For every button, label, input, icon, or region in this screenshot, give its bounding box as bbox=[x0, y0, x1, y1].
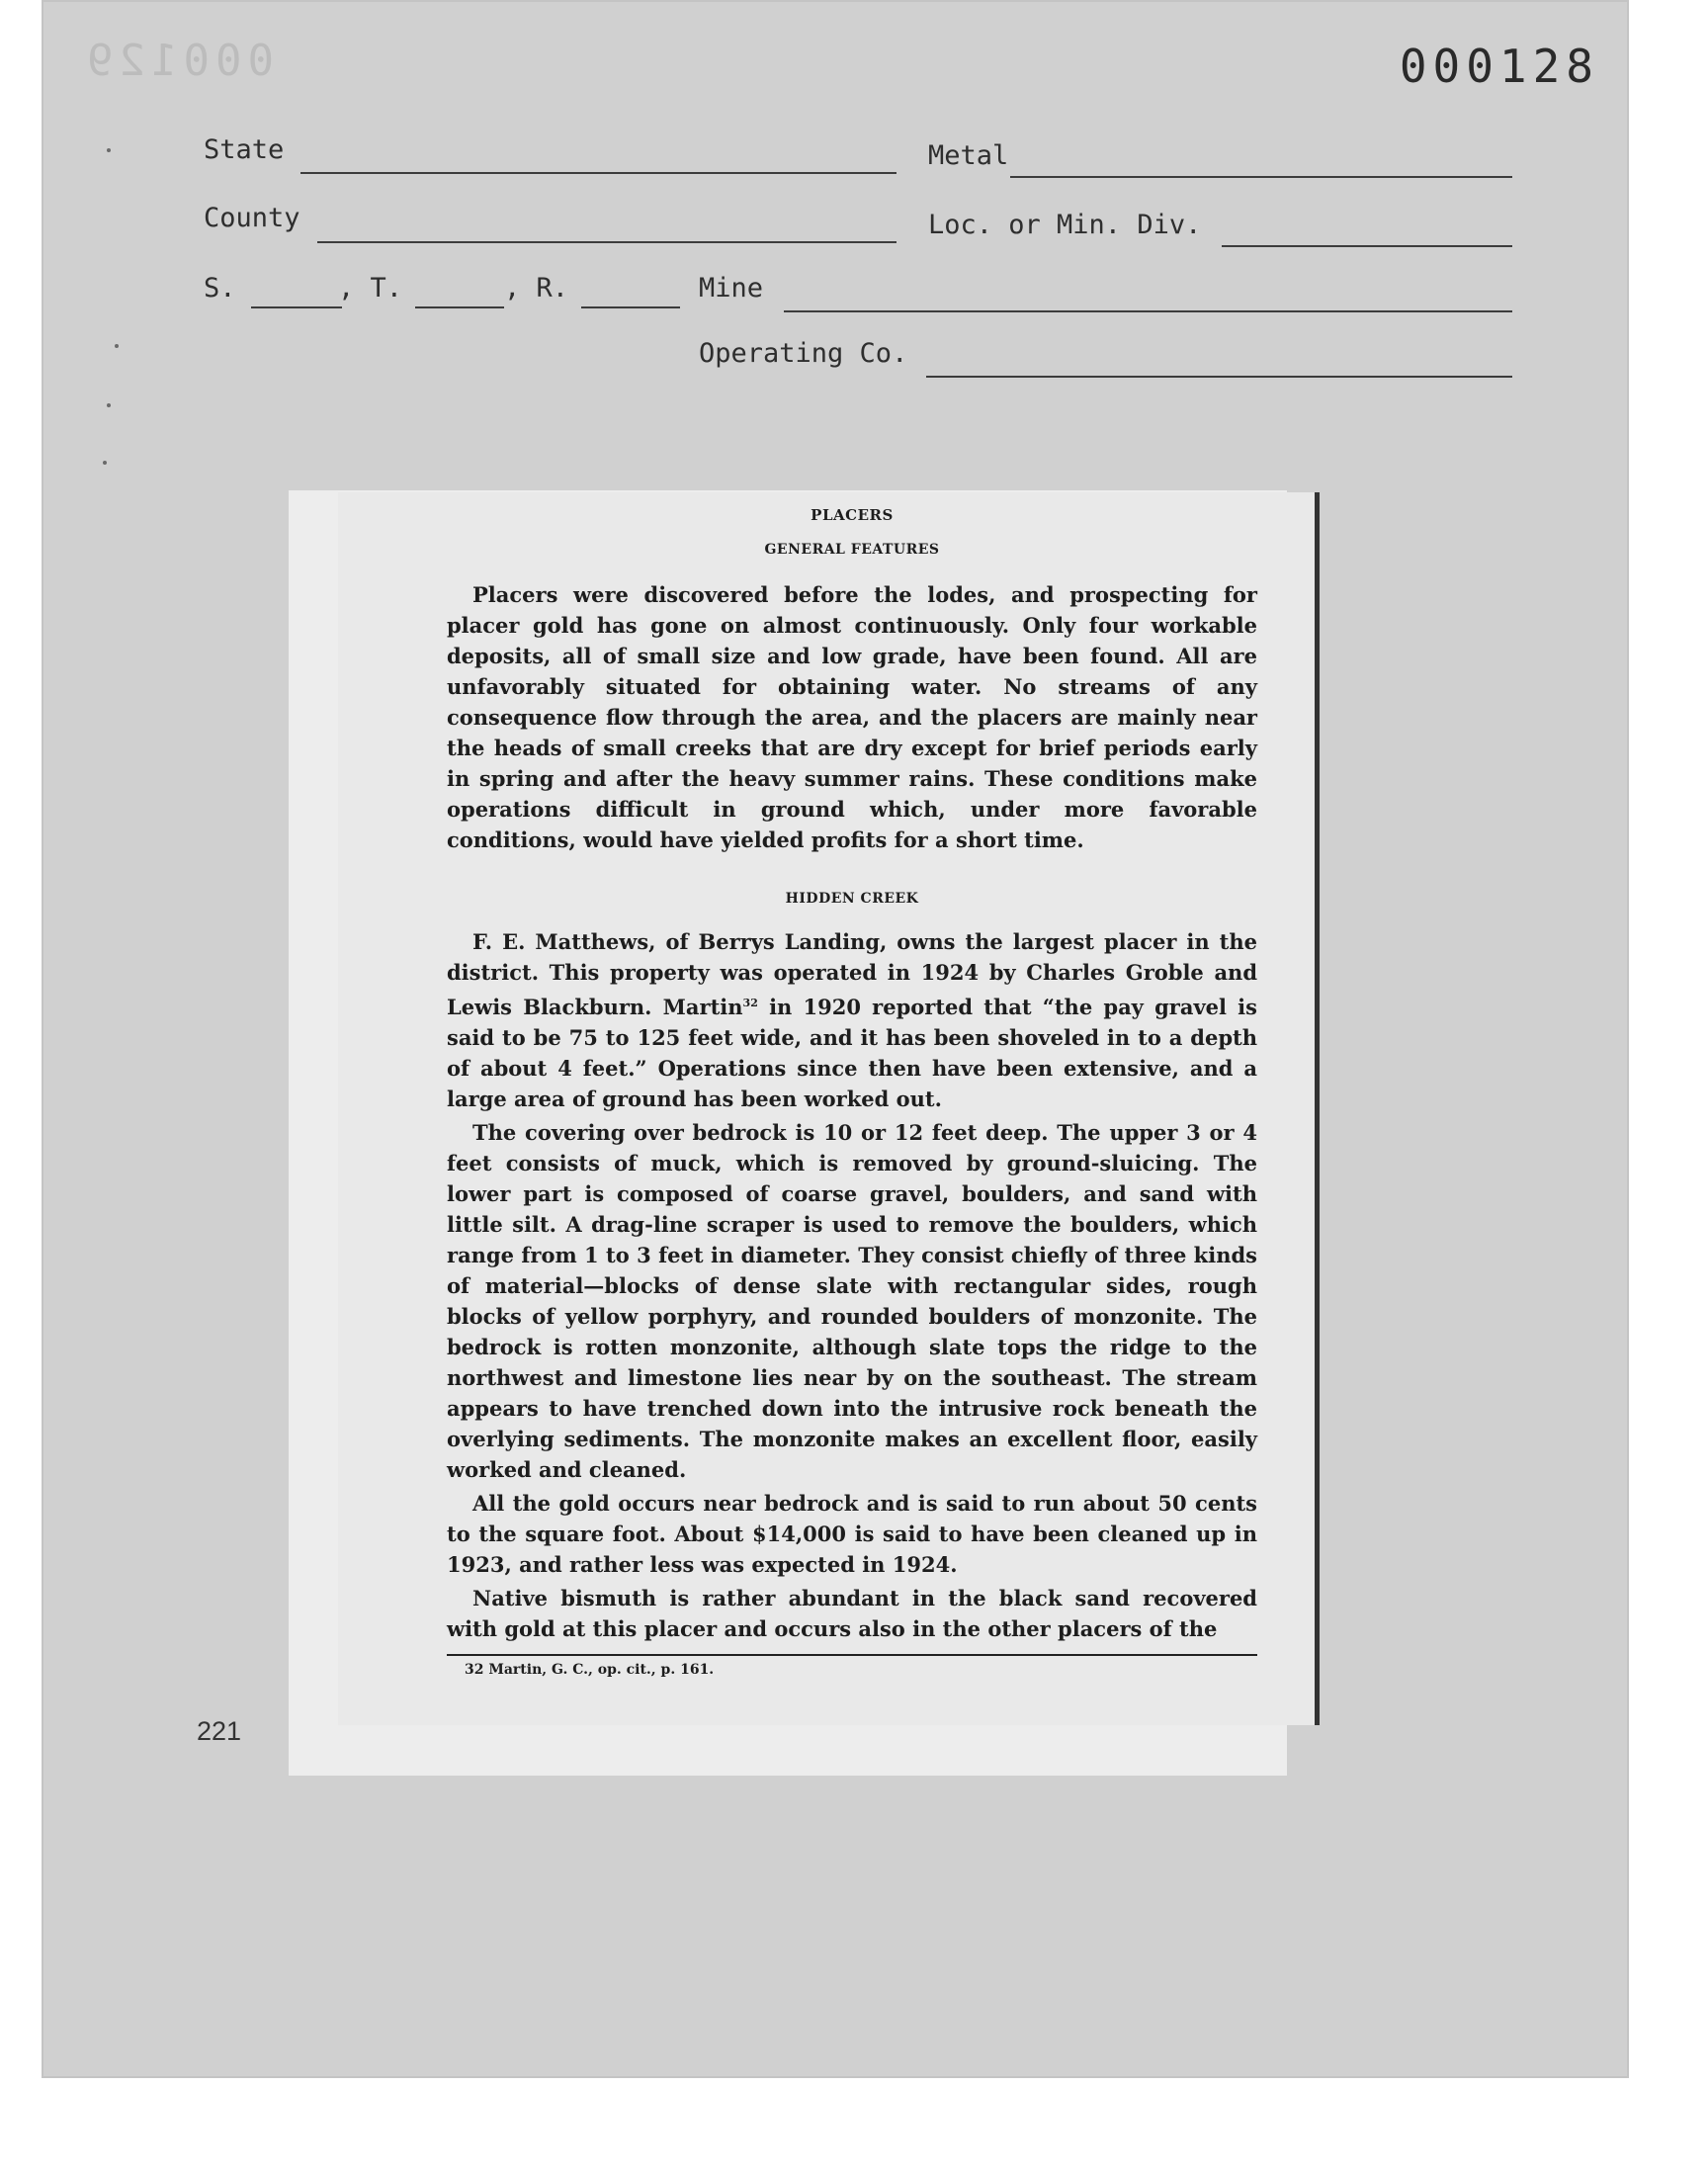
subsection-heading-hidden-creek: HIDDEN CREEK bbox=[785, 891, 919, 907]
county-label: County bbox=[204, 203, 300, 233]
mine-label: Mine bbox=[699, 273, 764, 304]
bleed-through-number: 000129 bbox=[81, 36, 274, 86]
state-field bbox=[300, 172, 897, 174]
loc-or-min-div-label: Loc. or Min. Div. bbox=[928, 210, 1202, 240]
document-number: 000128 bbox=[1399, 40, 1599, 93]
county-field bbox=[317, 241, 897, 243]
paragraph: All the gold occurs near bedrock and is said to run about 50 cents to the square foot. About $14,000 is said to have been cleaned up in 1923, and rather less was expected in 1924. bbox=[447, 1491, 1257, 1577]
operating-co-label: Operating Co. bbox=[699, 338, 908, 369]
state-label: State bbox=[204, 134, 285, 165]
margin-speck bbox=[103, 461, 107, 465]
paragraph bbox=[447, 926, 1257, 1114]
margin-speck bbox=[107, 403, 111, 407]
section-heading: PLACERS bbox=[811, 506, 894, 524]
paragraph-text: in 1920 reported that “the pay gravel is said to be 75 to 125 feet wide, and it has been shoveled in to a depth of about 4 feet.” Operations since then have been extensive, and a large area of ground has been worked out. bbox=[447, 995, 1257, 1111]
operating-co-field bbox=[926, 376, 1512, 378]
footnote-ref: 32 bbox=[742, 997, 758, 1009]
township-field bbox=[415, 306, 504, 308]
clipping-text bbox=[447, 492, 1257, 1678]
mine-field bbox=[784, 310, 1512, 312]
paragraph: The covering over bedrock is 10 or 12 feet deep. The upper 3 or 4 feet consists of muck, which is removed by ground-sluicing. The lower part is composed of coarse gravel, boulders, and sand with little silt. A drag-line scraper is used to remove the boulders, which range from 1 to 3 feet in diameter. They consist chiefly of three kinds of material—blocks of dense slate with rectangular sides, rough blocks of yellow porphyry, and rounded boulders of monzonite. The bedrock is rotten monzonite, although slate tops the ridge to the northwest and limestone lies near by on the southeast. The stream appears to have trenched down into the intrusive rock beneath the overlying sediments. The monzonite makes an excellent floor, easily worked and cleaned. bbox=[447, 1120, 1257, 1482]
paragraph: Placers were discovered before the lodes, and prospecting for placer gold has gone on almost continuously. Only four workable deposits, all of small size and low grade, have been found. All are unfavorably situated for obtaining water. No streams of any consequence flow through the area, and the placers are mainly near the heads of small creeks that are dry except for brief periods early in spring and after the heavy summer rains. These conditions make operations difficult in ground which, under more favorable conditions, would have yielded profits for a short time. bbox=[447, 582, 1257, 852]
paragraph: Native bismuth is rather abundant in the black sand recovered with gold at this placer and occurs also in the other placers of the bbox=[447, 1586, 1257, 1641]
page-number: 221 bbox=[197, 1716, 242, 1746]
township-label: , T. bbox=[338, 273, 403, 304]
paragraph-text: F. E. Matthews, of Berrys Landing, owns the largest placer in the district. This property was operated in 1924 by Charles Groble and Lewis Blackburn. Martin bbox=[447, 929, 1257, 1019]
loc-or-min-div-field bbox=[1222, 245, 1512, 247]
footnote-divider bbox=[447, 1654, 1257, 1656]
metal-field bbox=[1010, 176, 1512, 178]
margin-speck bbox=[115, 344, 119, 348]
metal-label: Metal bbox=[928, 140, 1009, 171]
range-field bbox=[581, 306, 680, 308]
footnote: 32 Martin, G. C., op. cit., p. 161. bbox=[465, 1662, 715, 1678]
subsection-heading: GENERAL FEATURES bbox=[764, 542, 940, 558]
section-field bbox=[251, 306, 342, 308]
range-label: , R. bbox=[504, 273, 569, 304]
margin-speck bbox=[107, 148, 111, 152]
text-clipping bbox=[338, 492, 1320, 1725]
section-label: S. bbox=[204, 273, 236, 304]
